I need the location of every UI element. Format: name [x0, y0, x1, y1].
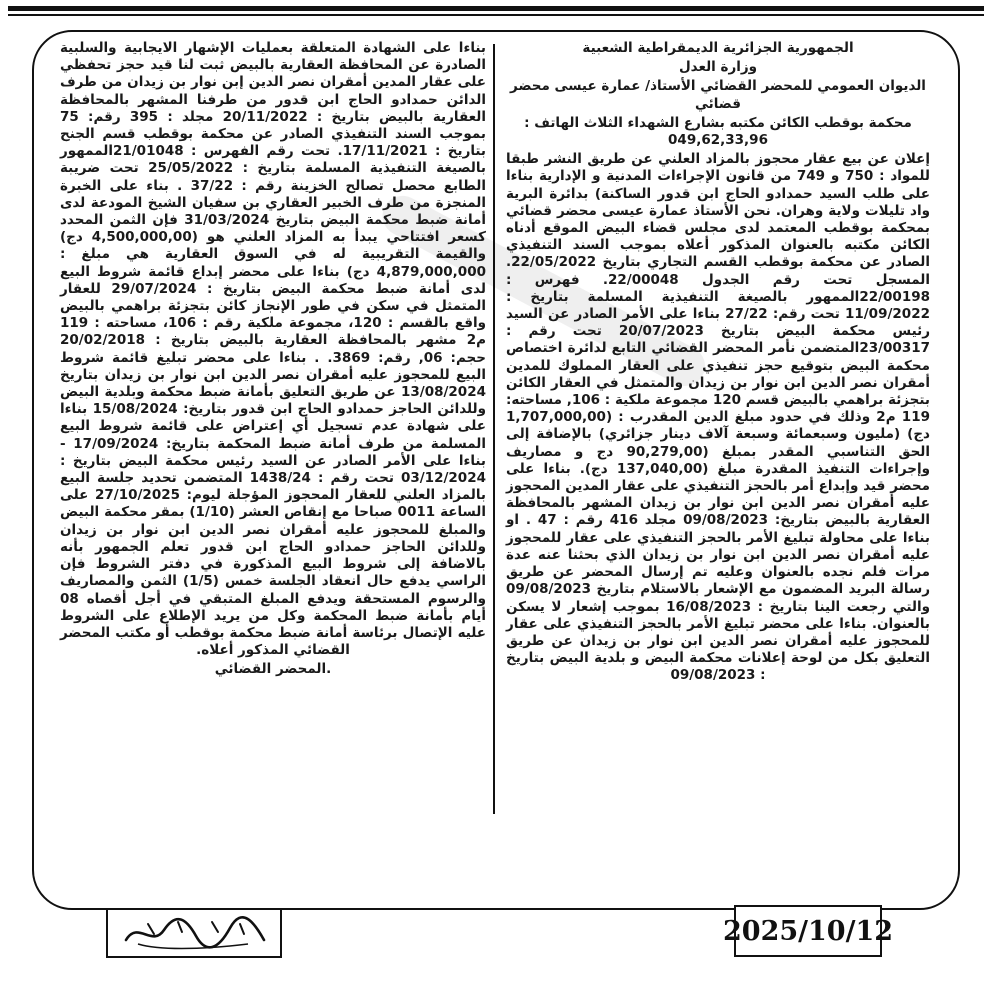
publication-date: 2025/10/12 — [734, 905, 882, 957]
header-address: محكمة بوقطب الكائن مكتبه بشارع الشهداء الثلاث الهاتف : 049,62,33,96 — [524, 114, 912, 149]
newspaper-logo — [106, 908, 282, 958]
left-column-body: بناءا على الشهادة المتعلقة بعمليات الإشهار الايجابية والسلبية الصادرة عن المحافظة العقارية بالبيض ثبت لنا قيد حجز تحفظي على عقار المدين أمقران نصر الدين إبن نوار بن زيدان من طرف الدائن حمدادو الحاج ابن قدور من طرفنا المشهر بالمحافظة العقارية بالبيض بتاريخ : 20/11/2022 مجلد : 395 رقم: 75 بموجب السند التنفيذي الصادر عن محكمة بوقطب قسم الجنح بتاريخ : 17/11/2021. تحت رقم الفهرس : 21/01048الممهور بالصيغة التنفيذية المسلمة بتاريخ : 25/05/2022 تحت ضريبة الطابع محصل تصالح الخزينة رقم : 37/22 . بناء على الخبرة المنجزة من طرف الخبير العقاري بن سفيان الشيخ المودعة لدى أمانة ضبط محكمة البيض بتاريخ 31/03/2024 فإن الثمن المحدد كسعر افتتاحي يبدأ به المزاد العلني هو (4,500,000,00 دج) والقيمة التقريبية له في السوق العقارية هي مبلغ : 4,879,000,000 دج) بناءا على محضر إبداع قائمة شروط البيع لدى أمانة ضبط محكمة البيض بتاريخ : 29/07/2024 للعقار المتمثل في سكن في طور الإنجاز كائن بتجزئة براهمي بالبيض واقع بالقسم : 120، مجموعة ملكية رقم : 106، مساحته : 119 م2 مشهر بالمحافظة العقارية بالبيض بتاريخ : 20/02/2018 حجم: 06, رقم: 3869. . بناءا على محضر تبليغ قائمة شروط البيع للمحجوز عليه أمقران نصر الدين ابن نوار بن زيدان بتاريخ 13/08/2024 عن طريق التعليق بأمانة ضبط محكمة وبلدية البيض وللدائن الحاجز حمدادو الحاج ابن قدور بتاريخ: 15/08/2024 بناءا على شهادة عدم تسجيل أي إعتراض على قائمة شروط البيع المسلمة من طرف أمانة ضبط المحكمة بتاريخ: 17/09/2024 - بناءا على الأمر الصادر عن السيد رئيس محكمة البيض بتاريخ : 03/12/2024 تحت رقم : 1438/24 المتضمن تحديد جلسة البيع بالمزاد العلني للعقار المحجوز المؤجلة ليوم: 27/10/2025 على الساعة 0011 صباحا مع إنقاص العشر (1/10) بمقر محكمة البيض والمبلغ للمحجوز عليه أمقران نصر الدين ابن نوار بن زيدان وللدائن الحاجز حمدادو الحاج ابن قدور تعلم الجمهور بأنه بالاضافة إلى شروط البيع المذكورة في دفتر الشروط فإن الراسي يدفع حال انعقاد الجلسة خمس (1/5) الثمن والمصاريف والرسوم المستحقة ويدفع المبلغ المتبقي في أجل أقصاه 08 أيام بأمانة ضبط المحكمة وكل من يريد الإطلاع على الشروط عليه الإتصال برئاسة أمانة ضبط محكمة بوقطب أو مكتب المحضر القضائي المذكور أعلاه. — [60, 40, 486, 659]
header-republic: الجمهورية الجزائرية الديمقراطية الشعبية — [582, 40, 854, 56]
top-rule-thick — [8, 6, 984, 11]
top-rule-thin — [8, 14, 984, 16]
right-column-body: إعلان عن بيع عقار محجوز بالمزاد العلني عن طريق النشر طبقا للمواد : 750 و 749 من قانون الإجراءات المدنية و الإدارية بناءا على طلب السيد حمدادو الحاج ابن قدور الساكنة) بدائرة البرية واد تليلات ولاية وهران. نحن الأستاذ عمارة عيسى محضر قضائي بمحكمة بوقطب المعتمد لدى مجلس قضاء البيض الموقع أدناه الكائن مكتبه بالعنوان المذكور أعلاه بموجب السند التنفيذي الصادر عن محكمة بوقطب القسم التجاري بتاريخ 22/05/2022. المسجل تحت رقم الجدول 22/00048. فهرس : 22/00198الممهور بالصيغة التنفيذية المسلمة بتاريخ : 11/09/2022 تحت رقم: 27/22 بناءا على الأمر الصادر عن السيد رئيس محكمة البيض بتاريخ 20/07/2023 تحت رقم : 23/00317المتضمن نأمر المحضر القضائي التابع لدائرة اختصاص محكمة البيض بتوقيع حجز تنفيذي على العقار المملوك للمدين أمقران نصر الدين ابن نوار بن زيدان والمتمثل في العقار الكائن بتجزئة براهمي بالبيض قسم 120 مجموعة ملكية : 106, مساحته: 119 م2 وذلك في حدود مبلغ الدين المقدرب : (1,707,000,00 دج) (مليون وسبعمائة وسبعة آلاف دينار جزائري) بالإضافة إلى الحق التناسبي المقدر بمبلغ (90,279,00 دج و مصاريف وإجراءات التنفيذ المقدرة مبلغ (137,040,00 دج). بناءا على محضر قيد وإبداع أمر بالحجز التنفيذي على عقار المدين المحجوز عليه أمقران نصر الدين ابن نوار بن زيدان المشهر بالمحافظة العقارية بالبيض بتاريخ: 09/08/2023 مجلد 416 رقم : 47 . او بناءا على محاولة تبليغ الأمر بالحجز التنفيذي على عقار للمحجوز عليه أمقران نصر الدين ابن نوار بن زيدان الذي بحثنا عنه عدة مرات فلم نجده بالعنوان وعليه تم إرسال المحضر عن طريق رسالة البريد المضمون مع الإشعار بالاستلام بتاريخ 09/08/2023 والتي رجعت الينا بتاريخ : 16/08/2023 بموجب إشعار لا يسكن بالعنوان. بناءا على محضر تبليغ الأمر بالحجز التنفيذي على عقار للمحجوز عليه أمقران نصر الدين ابن نوار بن زيدان عن طريق التعليق بكل من لوحة إعلانات محكمة البيض و بلدية البيض بتاريخ : 09/08/2023 — [506, 151, 931, 684]
header-ministry: وزارة العدل — [678, 59, 758, 76]
newspaper-logo-icon — [108, 910, 280, 956]
header-office: الديوان العمومي للمحضر القضائي الأستاذ/ عمارة عيسى محضر قضائي — [510, 78, 926, 112]
column-divider — [493, 44, 495, 814]
right-column — [506, 40, 930, 687]
signoff: .المحضر القضائي — [214, 661, 332, 678]
left-column — [60, 40, 486, 681]
